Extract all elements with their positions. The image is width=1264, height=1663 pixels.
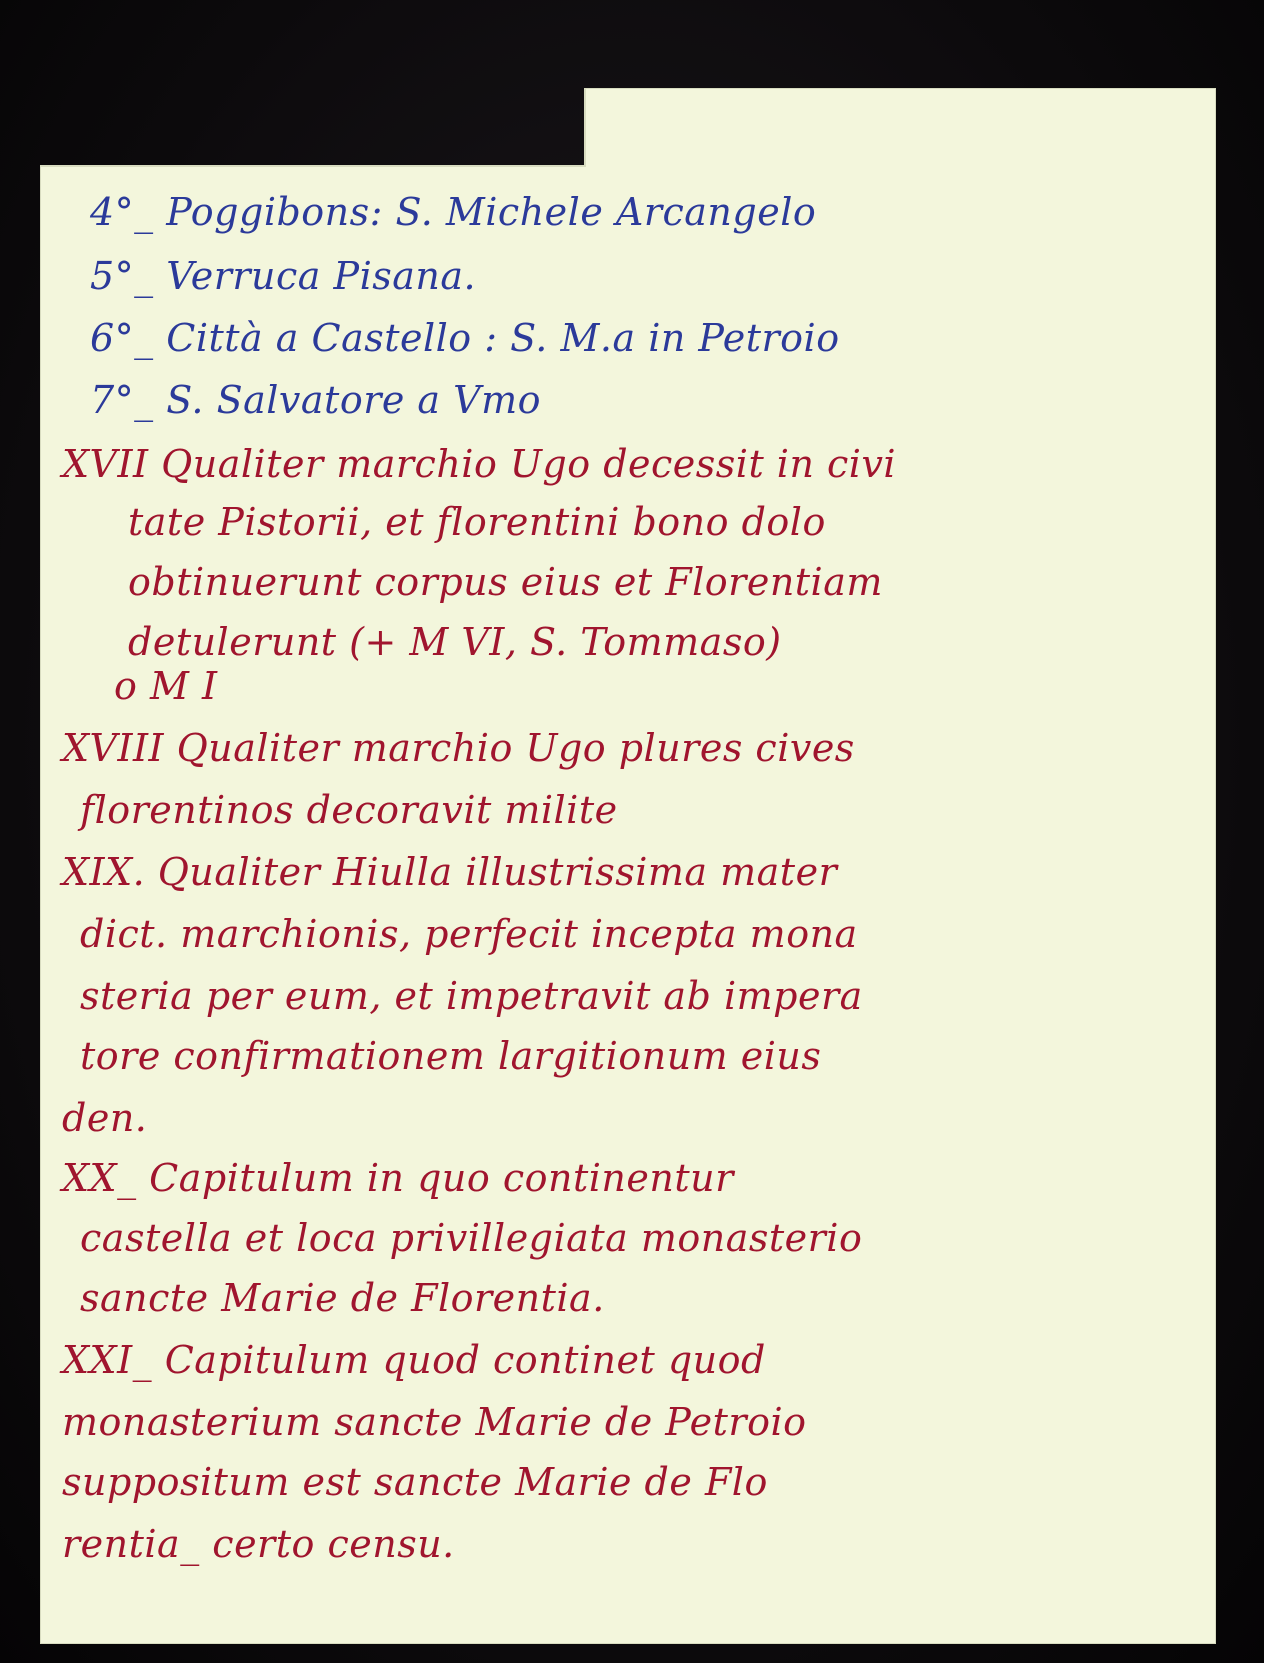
chapter-line: steria per eum, et impetravit ab impera — [80, 974, 863, 1018]
chapter-heading: XIX. Qualiter Hiulla illustrissima mater — [62, 850, 838, 894]
chapter-line: den. — [62, 1096, 148, 1140]
chapter-heading: XVIII Qualiter marchio Ugo plures cives — [62, 726, 855, 770]
chapter-line: monasterium sancte Marie de Petroio — [62, 1400, 807, 1444]
chapter-line: detulerunt (+ M VI, S. Tommaso) — [128, 620, 782, 664]
chapter-line: tate Pistorii, et florentini bono dolo — [128, 500, 826, 544]
chapter-heading: XVII Qualiter marchio Ugo decessit in civi — [62, 442, 897, 486]
chapter-line: rentia_ certo censu. — [62, 1522, 455, 1566]
chapter-line: sancte Marie de Florentia. — [80, 1276, 605, 1320]
chapter-line: suppositum est sancte Marie de Flo — [62, 1460, 768, 1504]
chapter-line: dict. marchionis, perfecit incepta mona — [80, 912, 858, 956]
chapter-heading: XX_ Capitulum in quo continentur — [62, 1156, 734, 1200]
list-item: 6°_ Città a Castello : S. M.a in Petroio — [90, 316, 840, 360]
note-card — [40, 88, 1216, 1644]
handwritten-text — [40, 88, 1216, 1644]
chapter-line: tore confirmationem largitionum eius — [80, 1034, 822, 1078]
list-item: 4°_ Poggibons: S. Michele Arcangelo — [90, 190, 817, 234]
chapter-line: castella et loca privillegiata monasterio — [80, 1216, 863, 1260]
chapter-line: o M I — [114, 664, 218, 708]
chapter-line: obtinuerunt corpus eius et Florentiam — [128, 560, 883, 604]
list-item: 7°_ S. Salvatore a Vmo — [90, 378, 542, 422]
chapter-line: florentinos decoravit milite — [80, 788, 618, 832]
chapter-heading: XXI_ Capitulum quod continet quod — [62, 1338, 766, 1382]
list-item: 5°_ Verruca Pisana. — [90, 254, 477, 298]
